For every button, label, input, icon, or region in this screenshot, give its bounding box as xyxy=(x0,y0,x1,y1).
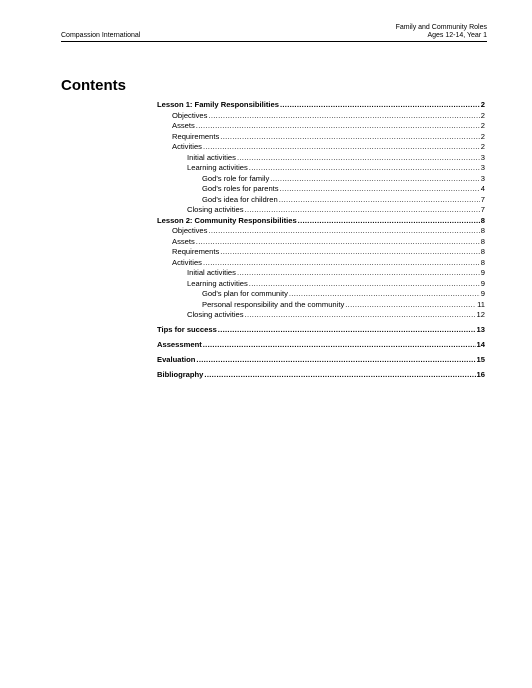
toc-entry[interactable] xyxy=(157,142,485,153)
toc-entry-title: Assets xyxy=(172,121,195,130)
toc-entry[interactable] xyxy=(157,205,485,216)
toc-dot-leader xyxy=(203,258,480,269)
toc-entry-title: Lesson 2: Community Responsibilities xyxy=(157,215,297,225)
toc-entry-page: 3 xyxy=(480,163,485,172)
toc-entry-page: 8 xyxy=(480,215,485,225)
toc-entry-title: God's plan for community xyxy=(202,289,288,298)
toc-entry-title: Activities xyxy=(172,142,202,151)
toc-entry[interactable] xyxy=(157,300,485,311)
toc-entry-page: 3 xyxy=(480,173,485,183)
toc-dot-leader xyxy=(196,355,475,366)
toc-entry-page: 16 xyxy=(476,370,485,379)
toc-entry-page: 2 xyxy=(480,131,485,141)
header-organization: Compassion International xyxy=(61,32,141,39)
toc-entry-page: 11 xyxy=(477,299,485,309)
toc-entry[interactable] xyxy=(157,325,485,336)
toc-dot-leader xyxy=(203,142,480,153)
toc-entry-page: 2 xyxy=(480,110,485,120)
toc-entry-title: God's role for family xyxy=(202,173,270,183)
toc-entry-title: Requirements xyxy=(172,131,220,141)
toc-entry-title: Objectives xyxy=(172,110,208,120)
toc-entry[interactable] xyxy=(157,111,485,122)
toc-entry[interactable] xyxy=(157,153,485,164)
toc-entry-title: Closing activities xyxy=(187,310,244,319)
toc-dot-leader xyxy=(270,174,479,185)
toc-entry[interactable] xyxy=(157,355,485,366)
toc-dot-leader xyxy=(208,226,479,237)
toc-entry-title: Requirements xyxy=(172,247,220,256)
toc-entry-title: Bibliography xyxy=(157,370,204,379)
toc-dot-leader xyxy=(298,216,480,227)
toc-entry-title: Initial activities xyxy=(187,152,236,162)
toc-dot-leader xyxy=(196,121,480,132)
toc-entry-title: God's idea for children xyxy=(202,194,278,204)
toc-entry-title: Lesson 1: Family Responsibilities xyxy=(157,100,279,109)
toc-entry-page: 7 xyxy=(480,205,485,214)
toc-entry[interactable] xyxy=(157,340,485,351)
toc-entry-page: 9 xyxy=(480,268,485,277)
header-divider xyxy=(61,41,487,42)
toc-entry[interactable] xyxy=(157,100,485,111)
toc-entry[interactable] xyxy=(157,289,485,300)
toc-entry-title: God's roles for parents xyxy=(202,184,279,193)
toc-entry-page: 15 xyxy=(476,355,485,364)
toc-entry-title: Activities xyxy=(172,257,202,267)
toc-entry-title: Learning activities xyxy=(187,163,248,172)
toc-entry-title: Evaluation xyxy=(157,355,196,364)
toc-entry-page: 8 xyxy=(480,236,485,246)
toc-entry[interactable] xyxy=(157,247,485,258)
toc-dot-leader xyxy=(289,289,480,300)
toc-dot-leader xyxy=(345,300,476,311)
toc-entry-title: Tips for success xyxy=(157,325,217,334)
toc-dot-leader xyxy=(204,370,475,381)
toc-entry-title: Learning activities xyxy=(187,278,248,288)
toc-entry[interactable] xyxy=(157,310,485,321)
toc-dot-leader xyxy=(280,100,480,111)
header-course-level: Ages 12-14, Year 1 xyxy=(427,32,487,39)
toc-entry-page: 9 xyxy=(480,289,485,298)
toc-dot-leader xyxy=(208,111,479,122)
toc-dot-leader xyxy=(245,205,480,216)
toc-entry-page: 9 xyxy=(480,278,485,288)
header-course-info xyxy=(396,24,487,40)
toc-entry-page: 3 xyxy=(480,152,485,162)
toc-entry-title: Initial activities xyxy=(187,268,236,277)
toc-entry[interactable] xyxy=(157,268,485,279)
toc-dot-leader xyxy=(218,325,476,336)
toc-entry[interactable] xyxy=(157,216,485,227)
toc-dot-leader xyxy=(280,184,480,195)
toc-dot-leader xyxy=(220,247,479,258)
toc-dot-leader xyxy=(249,163,480,174)
toc-dot-leader xyxy=(196,237,480,248)
toc-entry-title: Assets xyxy=(172,236,195,246)
toc-entry-page: 13 xyxy=(476,325,485,334)
toc-entry-page: 2 xyxy=(480,100,485,109)
toc-dot-leader xyxy=(245,310,476,321)
toc-entry[interactable] xyxy=(157,226,485,237)
table-of-contents xyxy=(157,100,485,381)
toc-entry[interactable] xyxy=(157,174,485,185)
toc-dot-leader xyxy=(220,132,479,143)
toc-entry[interactable] xyxy=(157,258,485,269)
toc-entry-title: Closing activities xyxy=(187,205,244,214)
toc-entry-page: 7 xyxy=(480,194,485,204)
toc-entry[interactable] xyxy=(157,237,485,248)
header-course-title: Family and Community Roles xyxy=(395,24,487,31)
toc-entry[interactable] xyxy=(157,163,485,174)
toc-entry[interactable] xyxy=(157,121,485,132)
toc-dot-leader xyxy=(249,279,480,290)
toc-entry[interactable] xyxy=(157,195,485,206)
toc-entry-title: Assessment xyxy=(157,340,202,349)
toc-entry[interactable] xyxy=(157,279,485,290)
toc-dot-leader xyxy=(279,195,480,206)
toc-entry-page: 8 xyxy=(480,247,485,256)
toc-entry-page: 12 xyxy=(476,310,485,319)
toc-entry-page: 2 xyxy=(480,142,485,151)
toc-entry-page: 14 xyxy=(476,340,485,349)
toc-entry-page: 8 xyxy=(480,226,485,235)
toc-dot-leader xyxy=(203,340,476,351)
toc-entry-page: 8 xyxy=(480,257,485,267)
toc-entry[interactable] xyxy=(157,132,485,143)
toc-dot-leader xyxy=(237,153,480,164)
toc-entry-title: Personal responsibility and the community xyxy=(202,299,345,309)
toc-entry-page: 4 xyxy=(480,184,485,193)
toc-entry[interactable] xyxy=(157,184,485,195)
toc-entry-page: 2 xyxy=(480,121,485,130)
toc-dot-leader xyxy=(237,268,480,279)
toc-entry[interactable] xyxy=(157,370,485,381)
toc-entry-title: Objectives xyxy=(172,226,208,235)
page-title: Contents xyxy=(61,77,126,94)
